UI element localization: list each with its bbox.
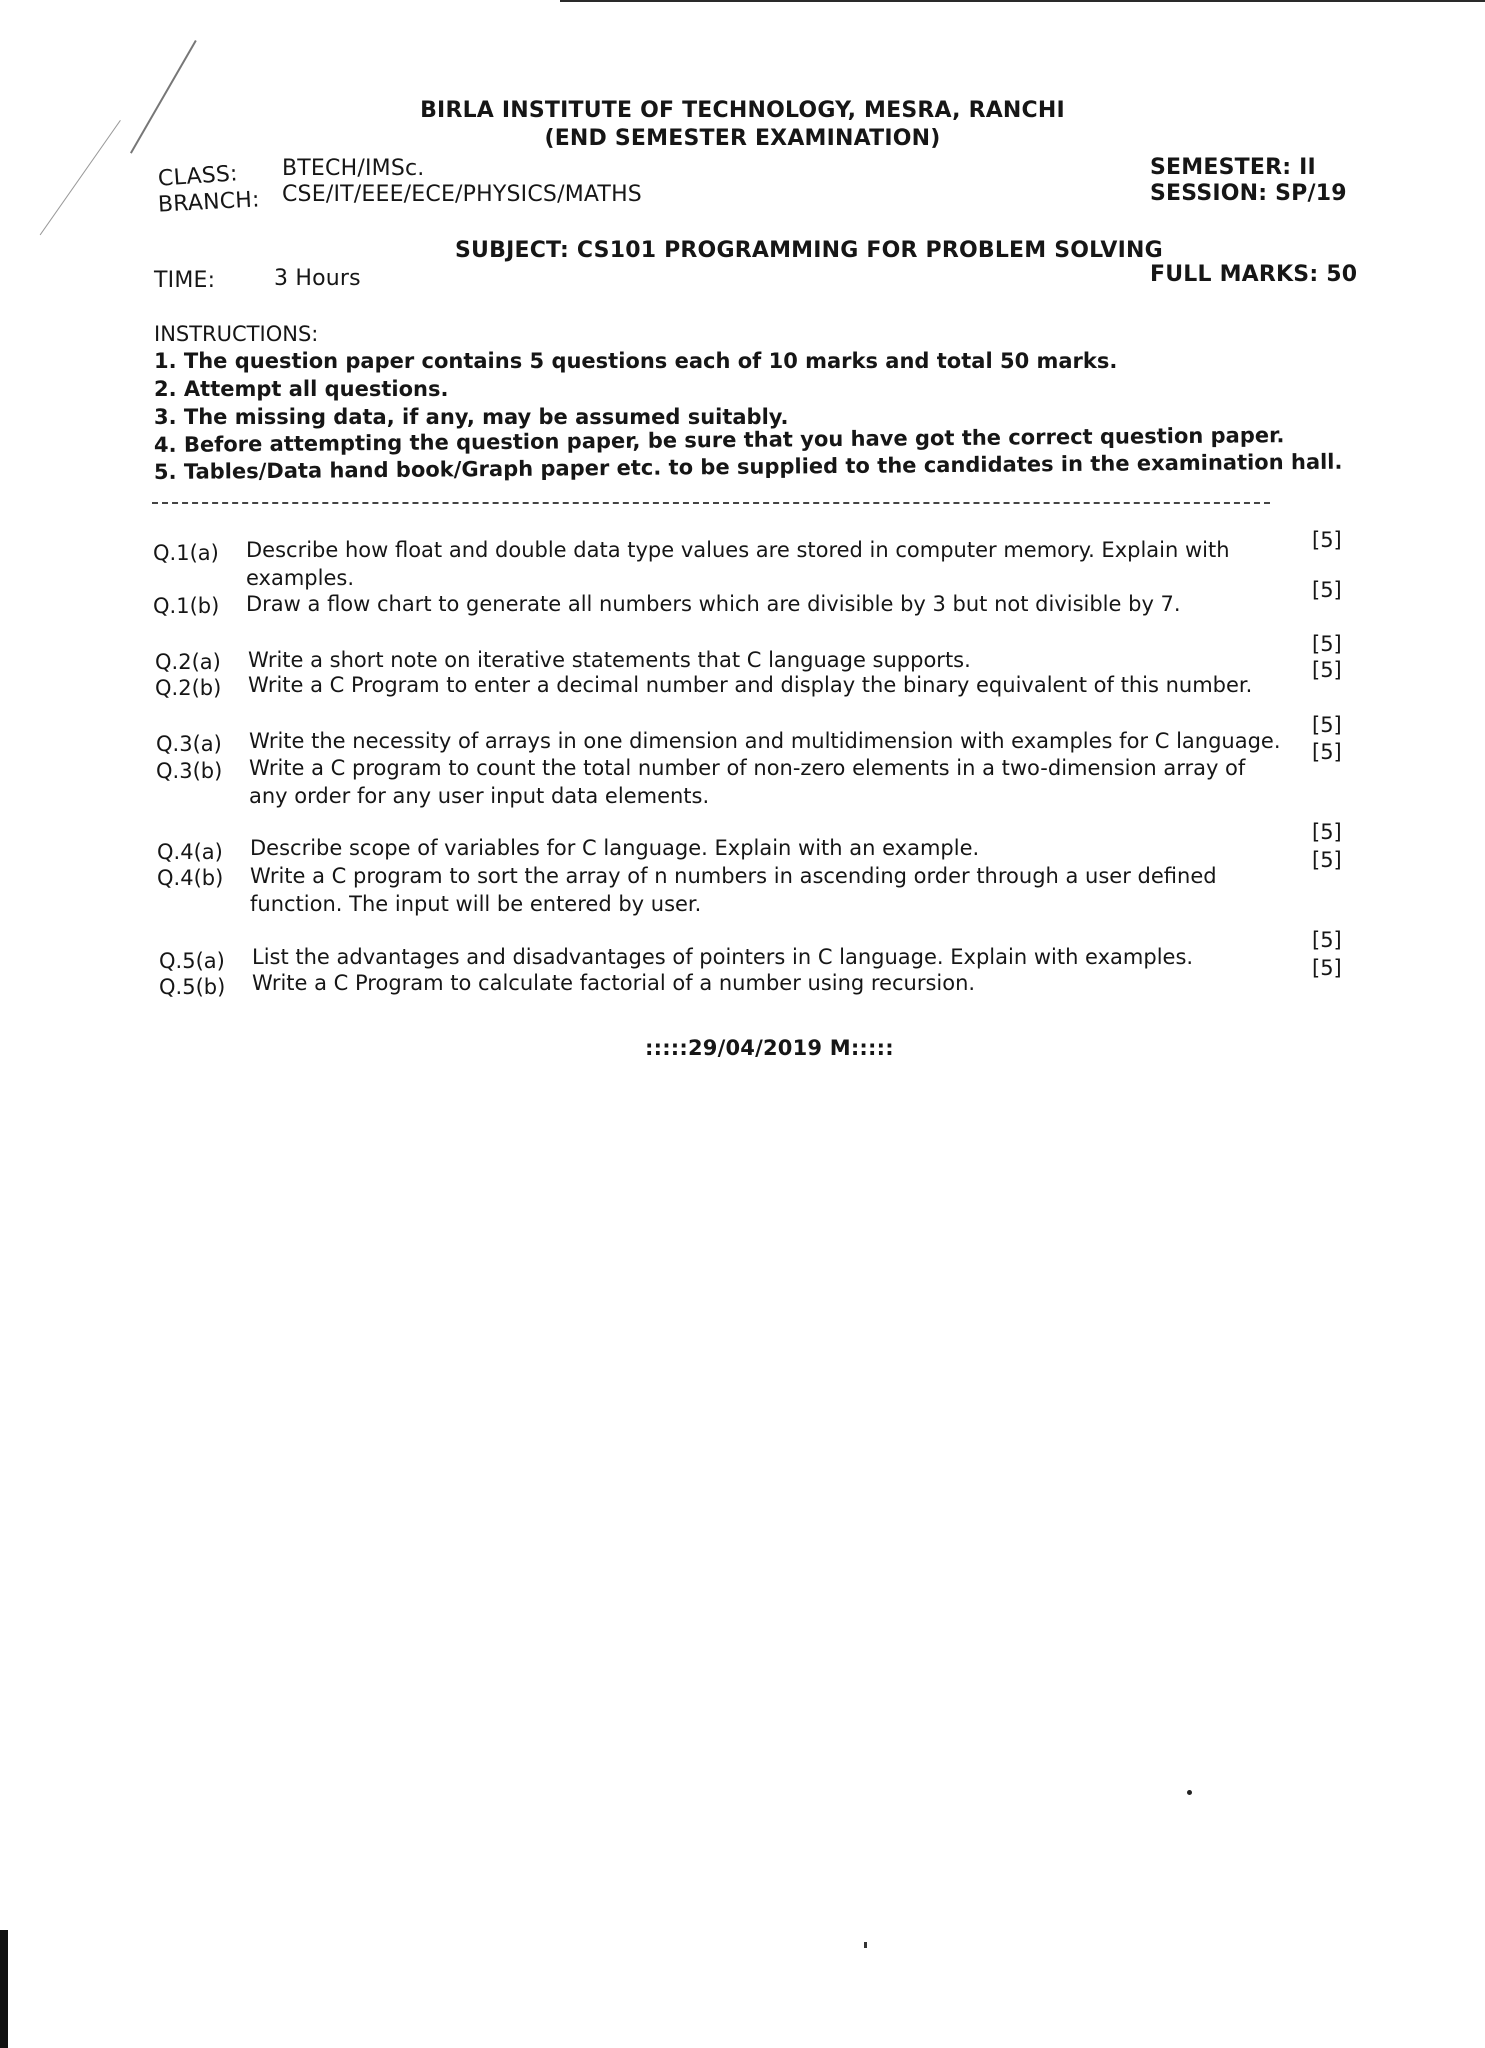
scan-top-edge	[560, 0, 1485, 2]
question-marks: [5]	[1312, 658, 1342, 682]
time-label: TIME:	[154, 268, 216, 293]
question-label: Q.1(a)	[153, 541, 219, 565]
instruction-item: 1. The question paper contains 5 questions each of 10 marks and total 50 marks.	[154, 349, 1118, 373]
question-text: List the advantages and disadvantages of pointers in C language. Explain with examples.	[252, 945, 1194, 969]
class-value: BTECH/IMSc.	[282, 156, 425, 181]
question-label: Q.3(a)	[156, 732, 222, 756]
question-text: Describe how float and double data type values are stored in computer memory. Explain with examples.	[246, 538, 1230, 590]
question-marks: [5]	[1312, 848, 1342, 872]
institute-name: BIRLA INSTITUTE OF TECHNOLOGY, MESRA, RANCHI	[420, 98, 1065, 123]
question-text: Draw a flow chart to generate all numbers which are divisible by 3 but not divisible by 7.	[246, 592, 1181, 616]
question-marks: [5]	[1312, 740, 1342, 764]
class-label: CLASS:	[157, 161, 239, 192]
question-label: Q.1(b)	[153, 594, 220, 618]
subject-title: SUBJECT: CS101 PROGRAMMING FOR PROBLEM SOLVING	[455, 238, 1163, 263]
scan-dot	[864, 1942, 867, 1948]
question-text: Write a C program to count the total number of non-zero elements in a two-dimension array of any order for any user input data elements.	[249, 756, 1246, 808]
question-label: Q.4(a)	[157, 840, 223, 864]
scan-dot	[1187, 1790, 1192, 1795]
semester: SEMESTER: II	[1150, 155, 1316, 180]
instructions-title: INSTRUCTIONS:	[154, 322, 319, 346]
instruction-item: 2. Attempt all questions.	[154, 377, 449, 401]
instruction-item: 4. Before attempting the question paper, be sure that you have got the correct question paper.	[153, 423, 1285, 457]
question-marks: [5]	[1312, 956, 1342, 980]
branch-label: BRANCH:	[157, 187, 261, 218]
question-marks: [5]	[1312, 820, 1342, 844]
scan-left-edge	[0, 1930, 8, 2048]
question-label: Q.5(b)	[159, 975, 226, 999]
question-text: Describe scope of variables for C language. Explain with an example.	[250, 836, 980, 860]
question-text: Write a C Program to enter a decimal number and display the binary equivalent of this number.	[248, 673, 1253, 697]
question-marks: [5]	[1312, 928, 1342, 952]
divider-line	[152, 502, 1270, 504]
question-marks: [5]	[1312, 632, 1342, 656]
time-value: 3 Hours	[274, 266, 361, 291]
session: SESSION: SP/19	[1150, 181, 1347, 206]
question-marks: [5]	[1312, 578, 1342, 602]
footer-date: :::::29/04/2019 M:::::	[645, 1036, 894, 1060]
question-text: Write a C Program to calculate factorial of a number using recursion.	[252, 971, 976, 995]
question-text: Write a short note on iterative statements that C language supports.	[248, 648, 971, 672]
question-label: Q.2(b)	[155, 676, 222, 700]
question-marks: [5]	[1312, 528, 1342, 552]
instruction-item: 5. Tables/Data hand book/Graph paper etc. to be supplied to the candidates in the examination hall.	[153, 449, 1343, 484]
question-marks: [5]	[1312, 713, 1342, 737]
exam-title: (END SEMESTER EXAMINATION)	[544, 126, 941, 151]
question-label: Q.3(b)	[156, 759, 223, 783]
branch-value: CSE/IT/EEE/ECE/PHYSICS/MATHS	[282, 182, 642, 207]
question-text: Write a C program to sort the array of n numbers in ascending order through a user defined function. The input will be entered by user.	[250, 864, 1217, 916]
instruction-item: 3. The missing data, if any, may be assumed suitably.	[154, 405, 789, 429]
question-label: Q.5(a)	[159, 949, 225, 973]
full-marks: FULL MARKS: 50	[1150, 262, 1358, 287]
question-text: Write the necessity of arrays in one dimension and multidimension with examples for C language.	[249, 729, 1281, 753]
question-label: Q.4(b)	[157, 866, 224, 890]
question-label: Q.2(a)	[155, 650, 221, 674]
